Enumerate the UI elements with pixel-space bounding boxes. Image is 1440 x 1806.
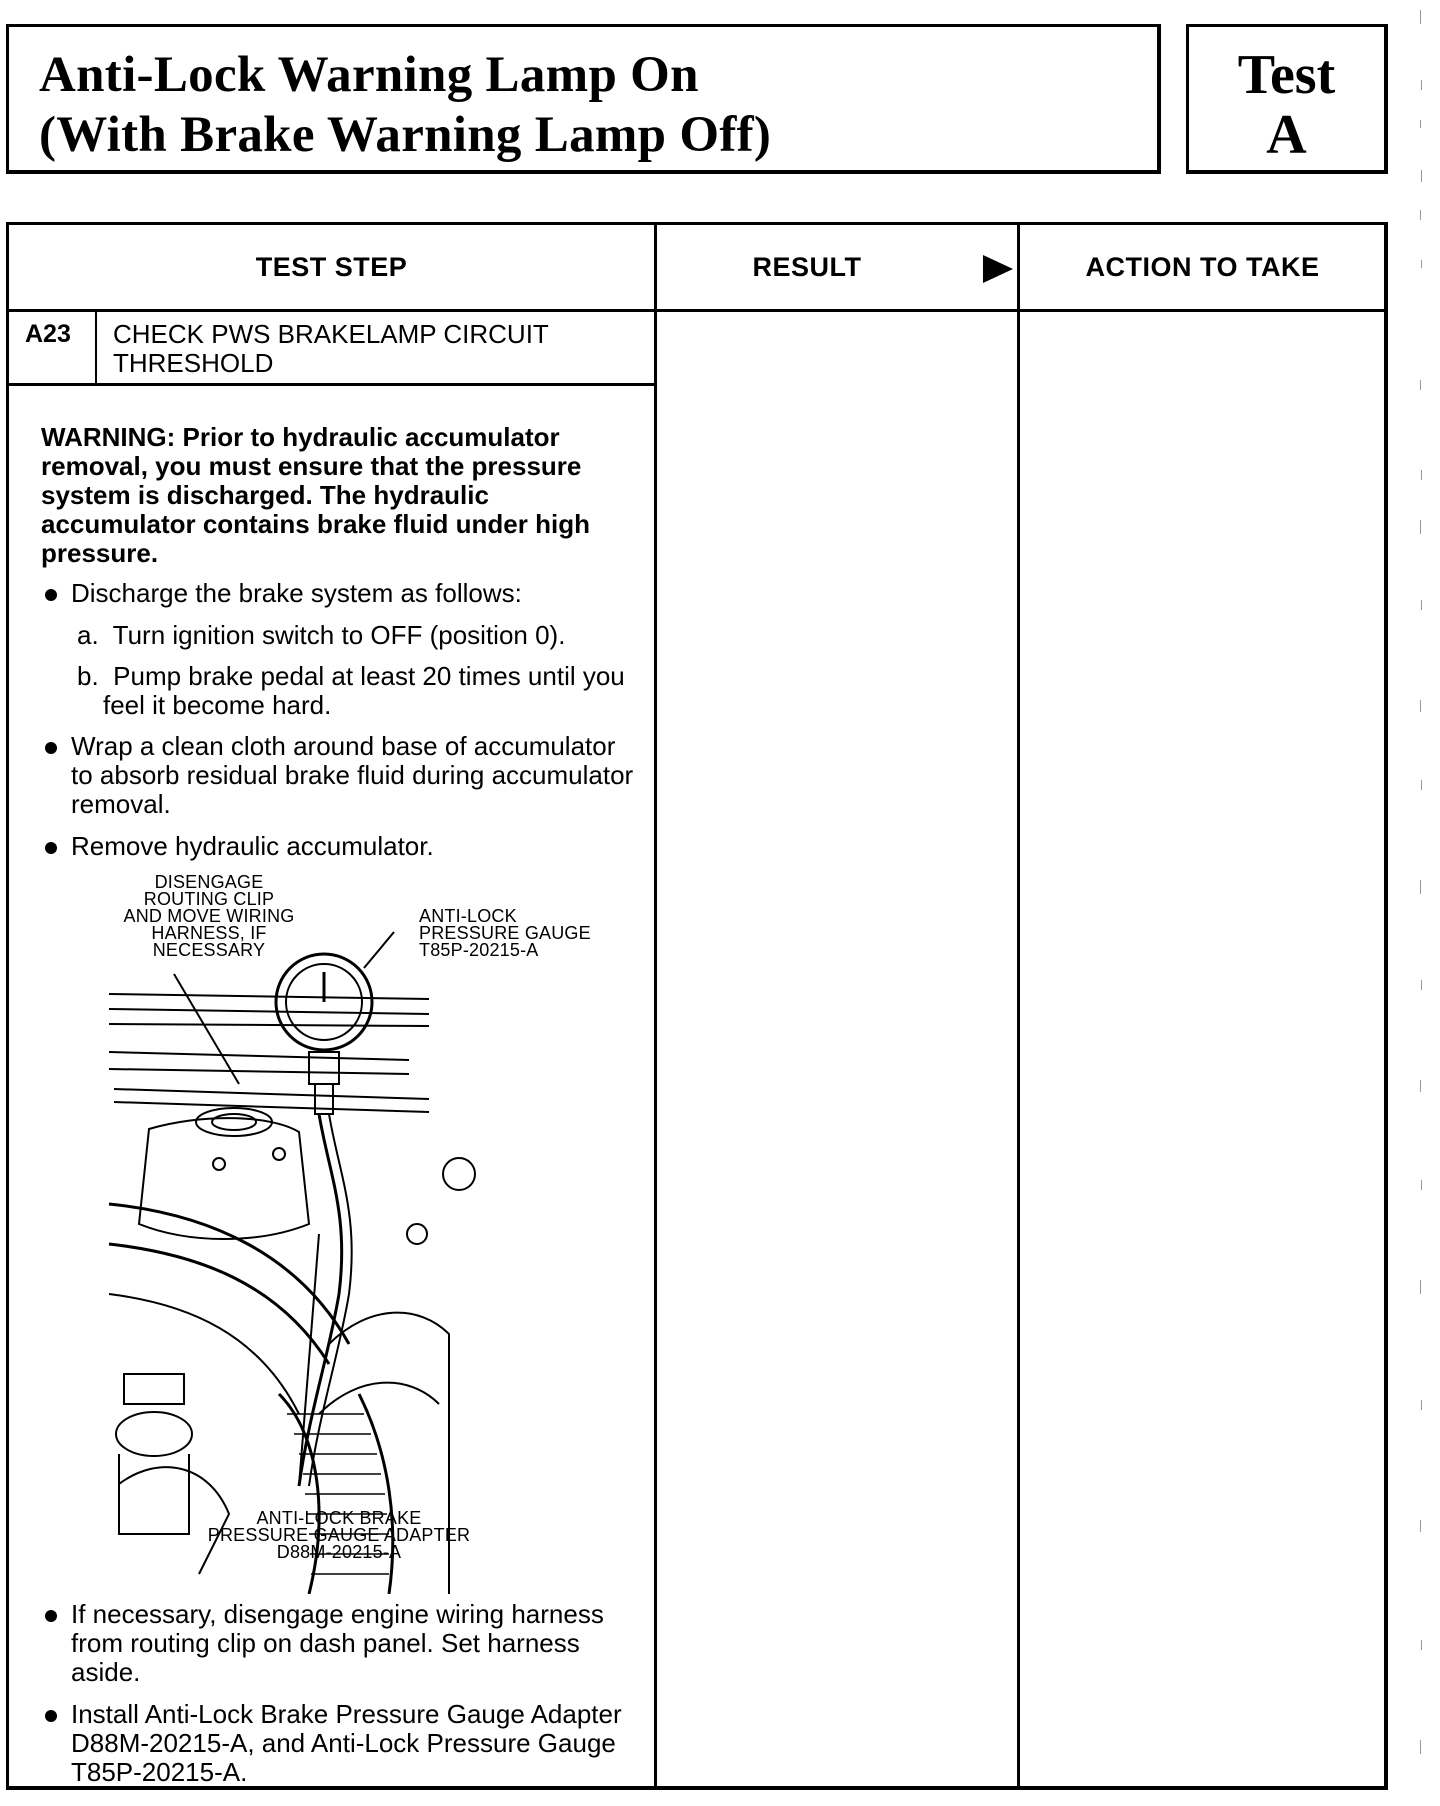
callout-line: T85P-20215-A (419, 940, 539, 960)
callout-line: HARNESS, IF (151, 923, 267, 943)
engine-illustration (29, 874, 629, 1594)
bullet-discharge: Discharge the brake system as follows: (41, 579, 641, 608)
test-label-box (1186, 24, 1388, 174)
callout-line: ROUTING CLIP (143, 889, 275, 909)
callout-line: ANTI-LOCK (419, 906, 517, 926)
arrow-right-icon (983, 255, 1013, 283)
callout-line: ANTI-LOCK BRAKE (256, 1508, 422, 1528)
callout-line: AND MOVE WIRING (123, 906, 295, 926)
header-result: RESULT (752, 251, 862, 282)
page-title-line-1: Anti-Lock Warning Lamp On (39, 47, 699, 103)
bullet-install-gauge: Install Anti-Lock Brake Pressure Gauge Adapter D88M-20215-A, and Anti-Lock Pressure Gauge T85P-20215-A. (41, 1700, 641, 1787)
sub-step-b (41, 662, 641, 720)
callout-routing-clip (99, 874, 319, 959)
column-divider (1017, 225, 1020, 1786)
test-letter: A (1266, 104, 1307, 166)
callout-pressure-gauge (419, 908, 639, 959)
step-content (41, 423, 641, 1800)
sub-step-a (41, 621, 641, 650)
gauge-installation-figure (29, 874, 629, 1594)
bullet-disengage-harness: If necessary, disengage engine wiring harness from routing clip on dash panel. Set harness aside. (41, 1600, 641, 1687)
step-id: A23 (25, 320, 71, 348)
step-header (9, 312, 654, 386)
page-title-line-2: (With Brake Warning Lamp Off) (39, 107, 772, 163)
callout-gauge-adapter (139, 1510, 539, 1561)
bullet-wrap-cloth: Wrap a clean cloth around base of accumulator to absorb residual brake fluid during accumulator removal. (41, 732, 641, 819)
sub-step-a-label: a. (77, 620, 99, 650)
header-test-step: TEST STEP (255, 251, 408, 282)
callout-line: PRESSURE GAUGE ADAPTER (207, 1525, 471, 1545)
header-action: ACTION TO TAKE (1085, 251, 1320, 282)
column-divider (654, 225, 657, 1786)
margin-dots-decoration (1418, 0, 1428, 1806)
step-id-divider (95, 312, 97, 383)
callout-line: DISENGAGE (154, 872, 264, 892)
bullet-remove-accumulator: Remove hydraulic accumulator. (41, 832, 641, 861)
sub-step-a-text: Turn ignition switch to OFF (position 0). (112, 620, 566, 650)
test-table (6, 222, 1388, 1790)
sub-step-b-label: b. (77, 661, 99, 691)
callout-line: NECESSARY (152, 940, 266, 960)
callout-line: D88M-20215-A (276, 1542, 402, 1562)
sub-step-b-text: Pump brake pedal at least 20 times until you feel it become hard. (103, 661, 625, 720)
step-title: CHECK PWS BRAKELAMP CIRCUIT THRESHOLD (113, 319, 549, 378)
title-box (6, 24, 1161, 174)
warning-text: WARNING: Prior to hydraulic accumulator removal, you must ensure that the pressure system is discharged. The hydraulic accumulator contains brake fluid under high pressure. (41, 422, 590, 568)
test-label: Test (1237, 44, 1336, 106)
callout-line: PRESSURE GAUGE (419, 923, 591, 943)
